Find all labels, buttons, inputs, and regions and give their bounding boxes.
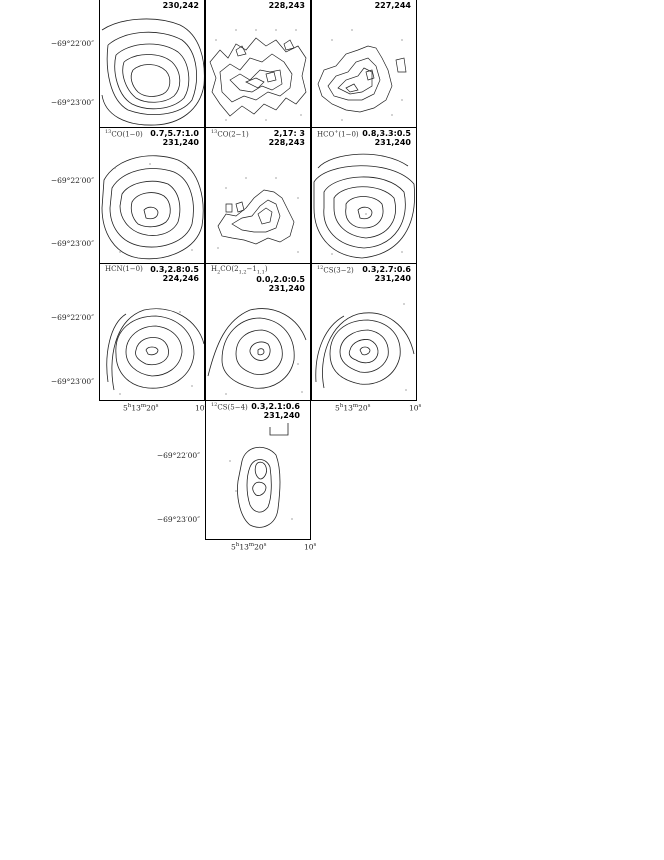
molecule-label: HCO+(1−0) [317, 129, 359, 139]
ra-label: 5$^h$13$^m$20$^s$ [123, 403, 159, 413]
ra-label: 5$^h$13$^m$20$^s$ [231, 542, 267, 552]
panel-params: 230,242 [162, 1, 199, 10]
molecule-label: $^{12}$CS(5−4) [211, 402, 248, 412]
panel-params: 0.7,5.7:1.0 231,240 [150, 129, 199, 147]
panel-row1-col2 [205, 0, 311, 128]
panel-12cs-3-2 [311, 263, 417, 401]
panel-h2co [205, 263, 311, 401]
ra-label: 5$^h$13$^m$20$^s$ [335, 403, 371, 413]
contour-map [100, 264, 205, 401]
panel-params: 0.3,2.8:0.5 224,246 [150, 265, 199, 283]
dec-label-bottom: −69°23′00″ [50, 239, 94, 248]
ra-label-10s: 10$^s$ [304, 542, 317, 552]
ra-label-10s: 10$^s$ [409, 403, 422, 413]
dec-label-top: −69°22′00″ [50, 39, 94, 48]
contour-map [100, 128, 205, 264]
panel-params: 0.8,3.3:0.5 231,240 [362, 129, 411, 147]
dec-label-top: −69°22′00″ [50, 313, 94, 322]
dec-label-bottom: −69°23′00″ [156, 515, 200, 524]
panel-13co-2-1 [205, 127, 311, 264]
panel-row1-col1 [99, 0, 205, 128]
dec-label-top: −69°22′00″ [156, 451, 200, 460]
contour-map [206, 128, 311, 264]
molecule-label: $H_2CO(2_{1,2}-1_{1,1})$ [211, 265, 268, 276]
panel-params: 0.3,2.7:0.6 231,240 [362, 265, 411, 283]
contour-map [206, 401, 311, 540]
contour-map [312, 128, 417, 264]
contour-map [206, 0, 311, 128]
dec-label-bottom: −69°23′00″ [50, 377, 94, 386]
molecule-label: $^{13}$CO(1−0) [105, 129, 143, 139]
dec-label-bottom: −69°23′00″ [50, 98, 94, 107]
molecule-label: $^{12}$CS(3−2) [317, 265, 354, 275]
panel-params: 227,244 [374, 1, 411, 10]
contour-map [100, 0, 205, 128]
panel-params: 228,243 [268, 1, 305, 10]
molecule-label: $^{13}$CO(2−1) [211, 129, 249, 139]
contour-map [312, 0, 417, 128]
panel-params: 0.0,2.0:0.5 231,240 [256, 275, 305, 293]
panel-params: 0.3,2.1:0.6 231,240 [251, 402, 300, 420]
panel-hcn-1-0 [99, 263, 205, 401]
molecule-label: HCN(1−0) [105, 265, 143, 273]
panel-12cs-5-4 [205, 400, 311, 540]
panel-13co-1-0 [99, 127, 205, 264]
panel-params: 2,17: 3 228,243 [268, 129, 305, 147]
ra-label-10s: 10 [195, 403, 205, 413]
panel-hco-plus-1-0 [311, 127, 417, 264]
dec-label-top: −69°22′00″ [50, 176, 94, 185]
panel-row1-col3 [311, 0, 417, 128]
contour-map [312, 264, 417, 401]
